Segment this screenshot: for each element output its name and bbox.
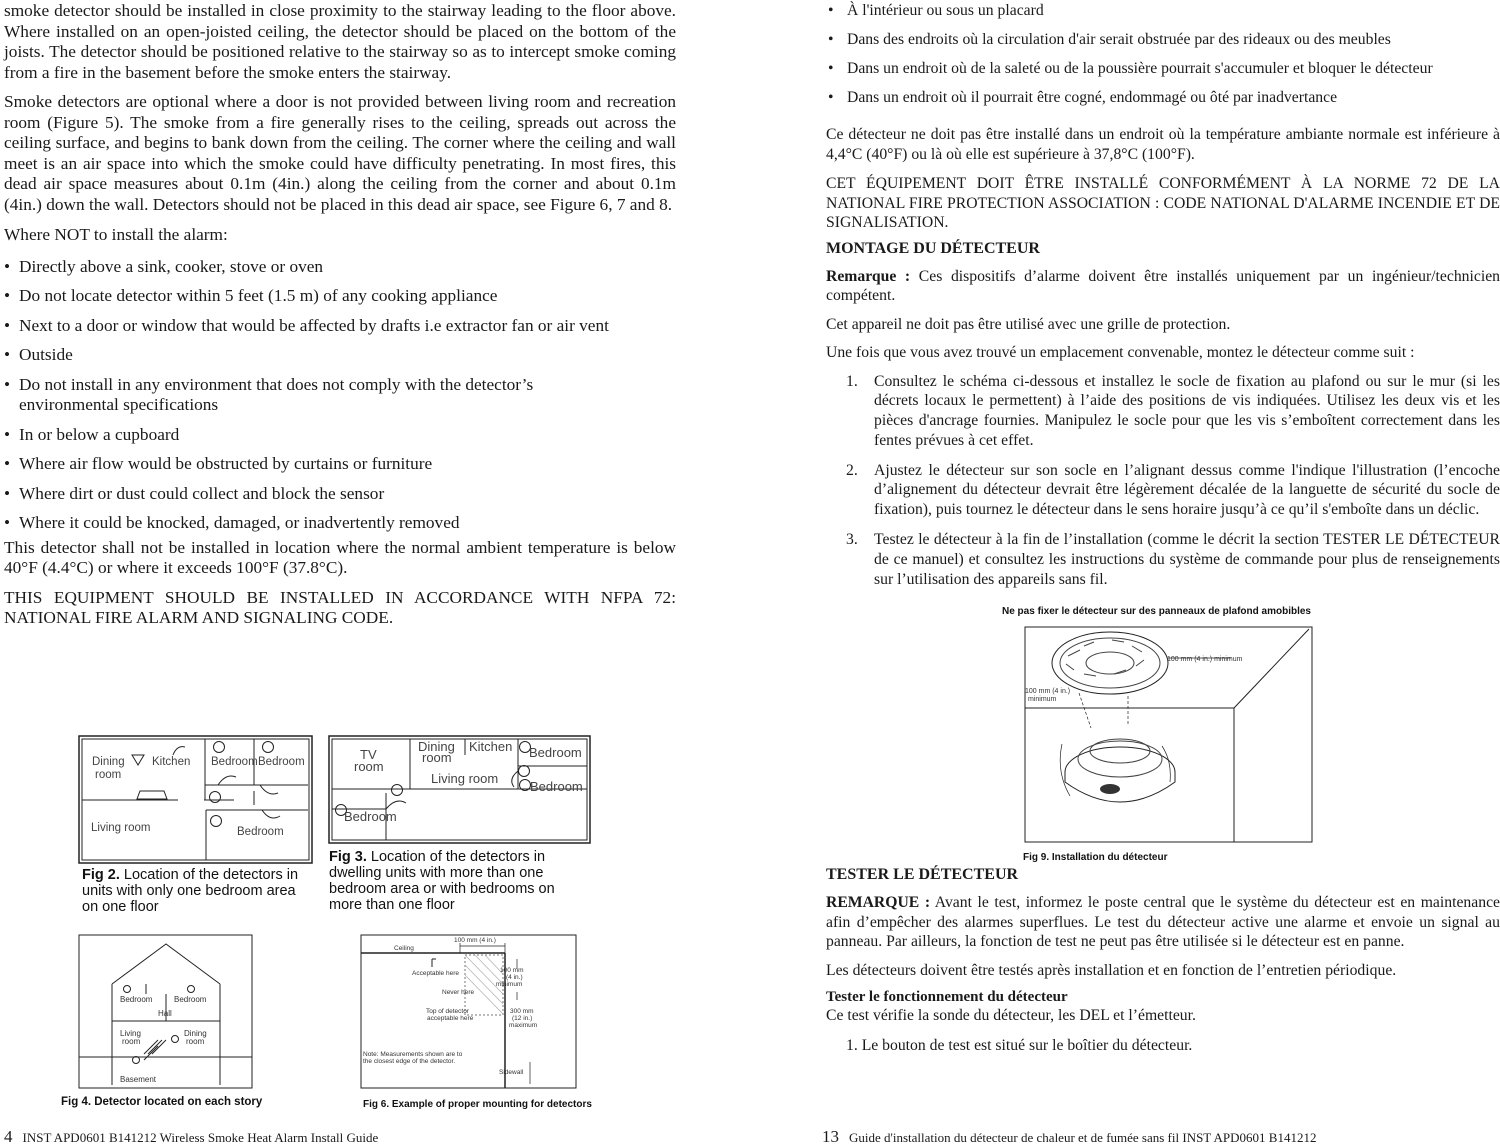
fig3-floor-plan: [328, 735, 592, 845]
left-page-number: 4: [4, 1127, 13, 1146]
where-not-list: [4, 257, 676, 534]
list-item: 2. Ajustez le détecteur sur son socle en l’alignant dessus comme l'indique l'illustration (l’encoche d’alignement du détecteur devrait être légèrement décalée de la languette de sécurité du socle de fixation), puis tournez le détecteur dans le sens horaire jusqu’à ce qu’il s'emboîte dans un déclic.: [846, 461, 1500, 519]
left-footer: [4, 1127, 378, 1147]
left-footer-text: INST APD0601 B141212 Wireless Smoke Heat Alarm Install Guide: [22, 1130, 379, 1145]
heading-mounting: MONTAGE DU DÉTECTEUR: [826, 239, 1040, 257]
where-not-heading: Where NOT to install the alarm:: [4, 225, 228, 244]
paragraph-periodic: Les détecteurs doivent être testés après installation et en fonction de l’entretien périodique.: [826, 961, 1397, 979]
fig4-label-living: Living: [120, 1029, 141, 1038]
list-item: 1. Consultez le schéma ci-dessous et installez le socle de fixation au plafond ou sur le mur (si les décrets locaux le permettent) à l’aide des positions de vis indiquées. Utilisez les deux vis et les pièces d'ancrage fournies. Manipulez le socle pour que les vis s’emboîtent correctement dans les fentes prévues à cet effet.: [846, 372, 1500, 449]
fig6-label-top-of-detector: Top of detector: [426, 1008, 469, 1015]
fig3-label-bedroom: Bedroom: [529, 745, 582, 760]
fig3-label-dining: Dining: [418, 739, 455, 754]
list-item: • Do not locate detector within 5 feet (1.5 m) of any cooking appliance: [4, 286, 498, 305]
left-page: [4, 0, 676, 629]
fig3-label-room: room: [422, 750, 452, 765]
fig3-label-bedroom: Bedroom: [344, 809, 397, 824]
paragraph-once: Une fois que vous avez trouvé un emplacement convenable, montez le détecteur comme suit :: [826, 344, 1415, 361]
paragraph-note: REMARQUE : Avant le test, informez le poste central que le système du détecteur est en maintenance afin d’empêcher des alarmes superflues. Le test du détecteur active une alarme et envoie un signal au panneau. Par ailleurs, la fonction de test ne peut pas être utilisée si le détecteur est en panne.: [826, 894, 1500, 950]
fig4-house-diagram: [78, 934, 254, 1090]
fig6-label-minimum: minimum: [496, 981, 523, 988]
fig6-label-100mm-min: 100 mm: [500, 967, 524, 974]
fig2-label-living-room: Living room: [91, 822, 151, 834]
fig2-label-dining: Dining: [92, 756, 125, 768]
fig2-label-room: room: [95, 769, 122, 781]
paragraph-remark: Remarque : Ces dispositifs d’alarme doivent être installés uniquement par un ingénieur/technicien compétent.: [826, 267, 1500, 304]
right-page: [826, 0, 1500, 589]
sub-heading-test-operation: Tester le fonctionnement du détecteur: [826, 989, 1068, 1005]
fig4-label-room: room: [186, 1037, 205, 1046]
fig6-label-maximum: maximum: [509, 1022, 538, 1029]
list-item: • Next to a door or window that would be affected by drafts i.e extractor fan or air vent: [4, 315, 609, 335]
fig4-label-hall: Hall: [158, 1009, 172, 1018]
fig2-caption: Fig 2. Location of the detectors in units with only one bedroom area on one floor: [82, 867, 299, 915]
french-bullet-list: [826, 1, 1500, 107]
fig3-label-living-room: Living room: [431, 771, 499, 786]
fig6-caption: Fig 6. Example of proper mounting for detectors: [363, 1099, 592, 1110]
fig6-label-acceptable-here: acceptable here: [427, 1015, 474, 1022]
fig4-label-bedroom: Bedroom: [174, 995, 207, 1004]
fig4-label-basement: Basement: [120, 1075, 157, 1084]
list-item: • Outside: [4, 345, 73, 364]
list-item: • Where it could be knocked, damaged, or inadvertently removed: [4, 513, 460, 532]
heading-test: TESTER LE DÉTECTEUR: [826, 866, 1019, 883]
fig6-note-line2: the closest edge of the detector.: [363, 1058, 456, 1065]
fig9-label-side-1: 100 mm (4 in.): [1025, 688, 1071, 695]
fig4-label-bedroom: Bedroom: [120, 995, 153, 1004]
fig9-caption: Fig 9. Installation du détecteur: [1023, 852, 1168, 863]
list-item: • Where dirt or dust could collect and block the sensor: [4, 483, 385, 503]
fig6-mounting-diagram: [360, 934, 578, 1090]
list-item: • Where air flow would be obstructed by curtains or furniture: [4, 454, 433, 473]
fig3-label-bedroom: Bedroom: [530, 779, 583, 794]
fig3-label-room: room: [354, 759, 384, 774]
right-footer-text: Guide d'installation du détecteur de chaleur et de fumée sans fil INST APD0601 B141212: [849, 1130, 1317, 1145]
fig2-floor-plan: [78, 735, 314, 865]
fig2-label-bedroom: Bedroom: [211, 756, 258, 768]
list-item: • In or below a cupboard: [4, 424, 180, 444]
paragraph-temperature-fr: Ce détecteur ne doit pas être installé dans un endroit où la température ambiante normale est inférieure à 4,4°C (40°F) ou là où elle est supérieure à 37,8°C (100°F).: [826, 126, 1500, 163]
fig6-label-12in: (12 in.): [512, 1015, 533, 1022]
right-page-test-section: [826, 866, 1500, 1055]
paragraph-optional-detectors: Smoke detectors are optional where a door is not provided between living room and recreation room (Figure 5). The smoke from a fire generally rises to the ceiling, spreads out across the ceiling surface, and begins to bank down from the ceiling. The corner where the ceiling and wall meet is an air space into which the smoke could have difficulty penetrating. In most fires, this dead air space measures about 0.1m (4in.) along the ceiling from the corner and about 0.1m (4in.) down the wall. Detectors should not be placed in this dead air space, see Figure 6, 7 and 8.: [4, 92, 676, 214]
paragraph-nfpa: THIS EQUIPMENT SHOULD BE INSTALLED IN ACCORDANCE WITH NFPA 72: NATIONAL FIRE ALARM AND SIGNALING CODE.: [4, 587, 676, 627]
fig3-caption: Fig 3. Location of the detectors in dwelling units with more than one bedroom area or with bedrooms on more than one floor: [329, 849, 555, 913]
right-footer: [822, 1127, 1316, 1147]
fig4-label-room: room: [122, 1037, 141, 1046]
fig9-installation-diagram: [1024, 626, 1314, 844]
fig9-label-top: 100 mm (4 in.) minimum: [1167, 656, 1243, 663]
fig6-label-4in: (4 in.): [506, 974, 523, 981]
test-step-1: 1. Le bouton de test est situé sur le boîtier du détecteur.: [846, 1036, 1193, 1054]
fig4-caption: Fig 4. Detector located on each story: [61, 1096, 263, 1108]
fig6-label-never-here: Never here: [442, 989, 475, 996]
list-item: • Directly above a sink, cooker, stove or oven: [4, 256, 324, 276]
right-page-number: 13: [822, 1127, 839, 1146]
paragraph-nfpa-fr: CET ÉQUIPEMENT DOIT ÊTRE INSTALLÉ CONFORMÉMENT À LA NORME 72 DE LA NATIONAL FIRE PROTECTION ASSOCIATION : CODE NATIONAL D'ALARME INCENDIE ET DE SIGNALISATION.: [826, 175, 1500, 231]
paragraph-sub-test: Ce test vérifie la sonde du détecteur, les DEL et l’émetteur.: [826, 1007, 1196, 1024]
fig9-title: Ne pas fixer le détecteur sur des panneaux de plafond amobibles: [1002, 606, 1311, 617]
fig3-label-tv: TV: [360, 747, 377, 762]
fig2-label-kitchen: Kitchen: [152, 756, 191, 768]
fig2-label-bedroom: Bedroom: [258, 756, 305, 768]
fig6-label-ceiling: Ceiling: [394, 945, 414, 952]
list-item: 3. Testez le détecteur à la fin de l’installation (comme le décrit la section TESTER LE DÉTECTEUR de ce manuel) et consultez les instructions du système de commande pour plus de renseignements sur l’utilisation des appareils sans fil.: [846, 531, 1500, 588]
fig9-label-side-2: minimum: [1028, 696, 1057, 703]
list-item: • À l'intérieur ou sous un placard: [828, 2, 1044, 19]
fig6-label-100mm: 100 mm (4 in.): [454, 937, 496, 944]
list-item: • Dans un endroit où il pourrait être cogné, endommagé ou ôté par inadvertance: [828, 89, 1338, 106]
fig4-label-dining: Dining: [184, 1029, 207, 1038]
fig6-note-line1: Note: Measurements shown are to: [363, 1051, 463, 1058]
fig6-label-sidewall: Sidewall: [499, 1069, 524, 1076]
fig2-label-bedroom: Bedroom: [237, 826, 284, 838]
paragraph-temperature: This detector shall not be installed in location where the normal ambient temperature is below 40°F (4.4°C) or where it exceeds 100°F (37.8°C).: [4, 537, 676, 577]
fig6-label-300mm: 300 mm: [510, 1008, 534, 1015]
list-item: • Dans des endroits où la circulation d'air serait obstruée par des rideaux ou des meubles: [828, 31, 1391, 48]
fig6-label-acceptable: Acceptable here: [412, 970, 459, 977]
paragraph-stairway: smoke detector should be installed in close proximity to the stairway leading to the floor above. Where installed on an open-joisted ceiling, the detector should be placed on the bottom of the joists. The detector should be positioned relative to the stairway so as to intercept smoke coming from a fire in the basement before the smoke enters the stairway.: [4, 1, 676, 82]
list-item: • Dans un endroit où de la saleté ou de la poussière pourrait s'accumuler et bloquer le détecteur: [828, 60, 1433, 77]
list-item: • Do not install in any environment that does not comply with the detector’s environmental specifications: [4, 374, 534, 414]
mounting-steps: [826, 372, 1500, 590]
fig3-label-kitchen: Kitchen: [469, 739, 513, 754]
paragraph-grille: Cet appareil ne doit pas être utilisé avec une grille de protection.: [826, 315, 1231, 333]
